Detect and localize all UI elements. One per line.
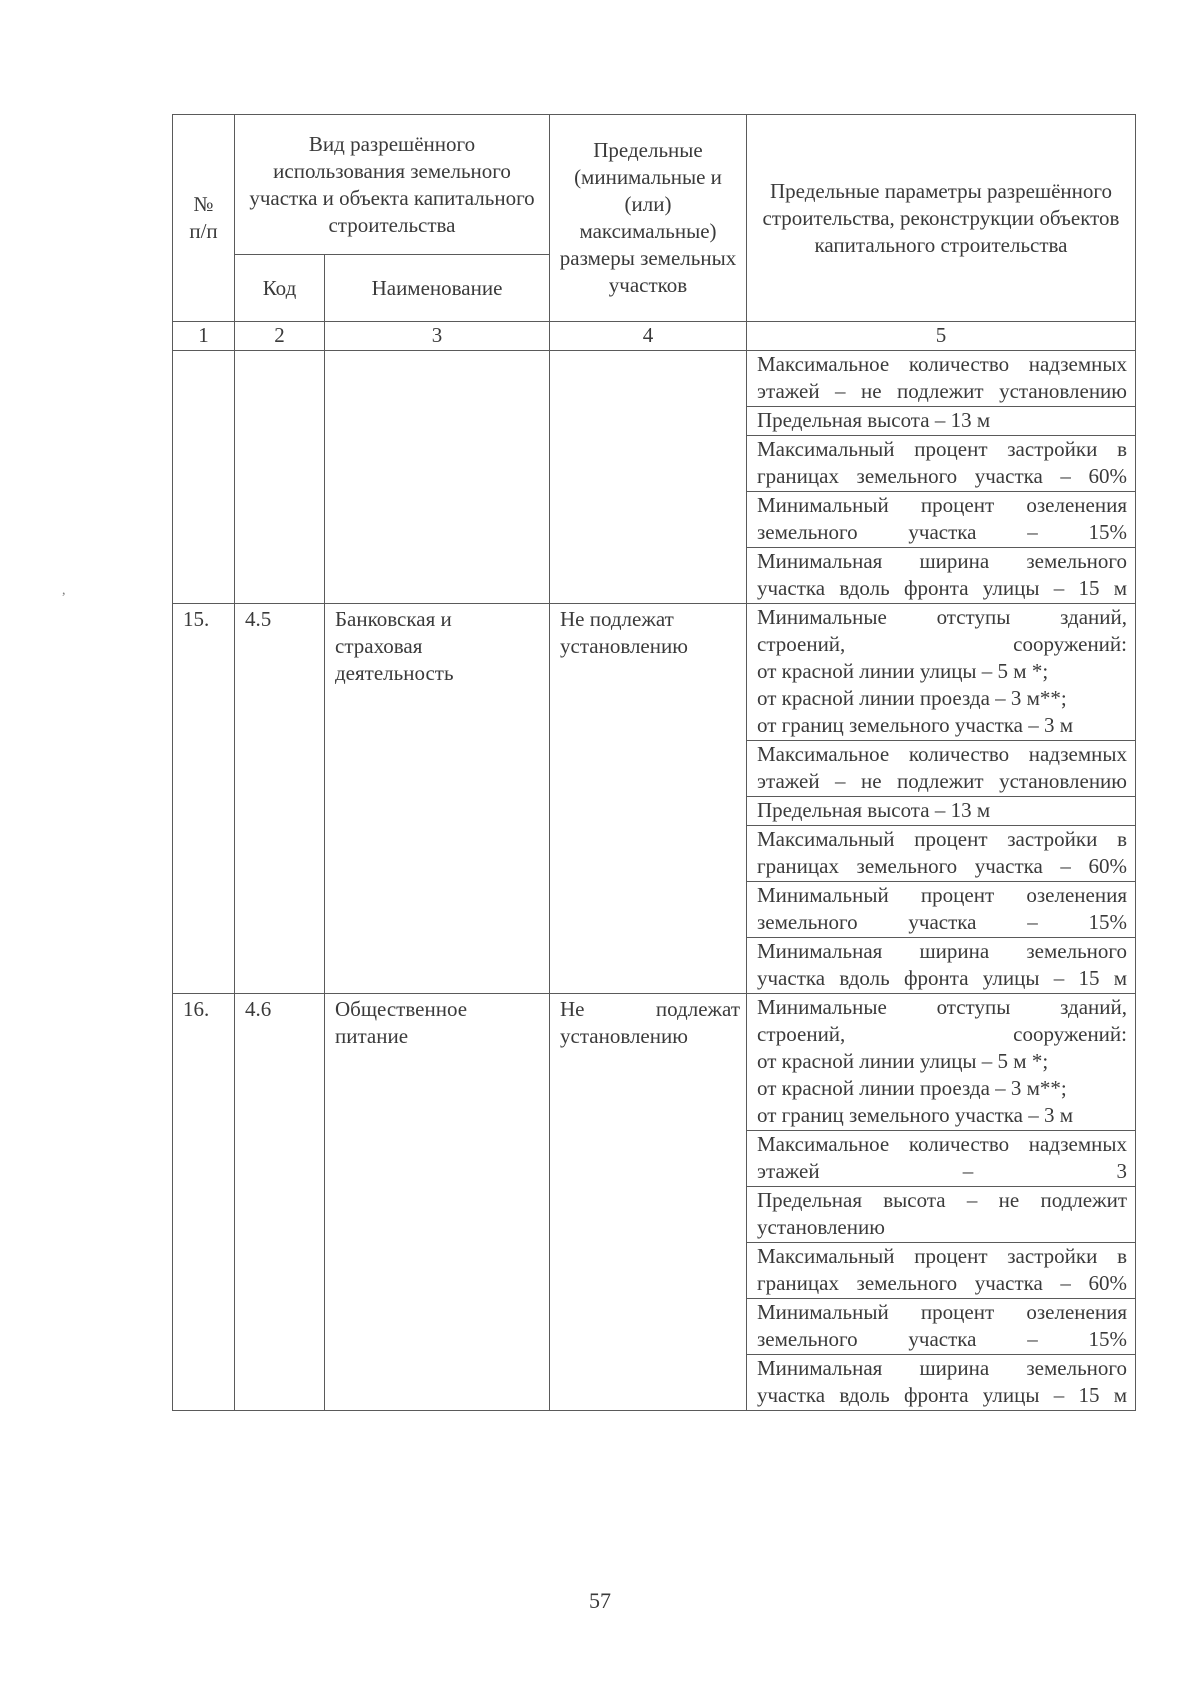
- cell-sizes: [550, 604, 747, 994]
- table-row: [173, 604, 1136, 994]
- header-permitted-use-label: Вид разрешённого использования земельного участка и объекта капитального строительства: [249, 131, 535, 237]
- land-use-regulations-table: [172, 114, 1136, 1411]
- row-number: 16.: [183, 997, 210, 1021]
- header-number: [173, 115, 235, 322]
- setbacks-title: Минимальные отступы зданий, строений, сооружений:: [757, 605, 1127, 656]
- row-code: 4.5: [245, 607, 272, 631]
- column-number-row: [173, 322, 1136, 351]
- header-plot-sizes: [550, 115, 747, 322]
- param-floors: Максимальное количество надземных этажей – не подлежит установлению: [747, 351, 1135, 407]
- param-setbacks: [747, 604, 1135, 741]
- cell-number: [173, 604, 235, 994]
- param-greenery: Минимальный процент озеленения земельного участка – 15%: [747, 492, 1135, 548]
- column-number: 5: [747, 322, 1136, 351]
- column-number: 3: [325, 322, 550, 351]
- param-floors: Максимальное количество надземных этажей – не подлежит установлению: [747, 741, 1135, 797]
- cell-params: [747, 994, 1136, 1411]
- column-number: 1: [173, 322, 235, 351]
- header-code-label: Код: [262, 275, 297, 300]
- cell-code: [235, 604, 325, 994]
- param-greenery: Минимальный процент озеленения земельного участка – 15%: [747, 1299, 1135, 1355]
- header-name-label: Наименование: [371, 275, 503, 300]
- setback-passage: от красной линии проезда – 3 м**;: [757, 1076, 1067, 1100]
- cell-number: [173, 994, 235, 1411]
- row-code: 4.6: [245, 997, 272, 1021]
- row-sizes: Не подлежат установлению: [560, 607, 688, 658]
- param-height: Предельная высота – 13 м: [747, 407, 1135, 436]
- setback-plot: от границ земельного участка – 3 м: [757, 1103, 1074, 1127]
- cell-name: [325, 351, 550, 604]
- header-permitted-use: [235, 115, 550, 255]
- param-coverage: Максимальный процент застройки в границах земельного участка – 60%: [747, 436, 1135, 492]
- cell-params: [747, 604, 1136, 994]
- setback-street: от красной линии улицы – 5 м *;: [757, 1049, 1049, 1073]
- param-height: Предельная высота – 13 м: [747, 797, 1135, 826]
- param-height: Предельная высота – не подлежит установлению: [747, 1187, 1135, 1243]
- row-sizes: Не подлежат установлению: [560, 997, 740, 1048]
- cell-number: [173, 351, 235, 604]
- param-min-width: Минимальная ширина земельного участка вдоль фронта улицы – 15 м: [757, 939, 1127, 990]
- header-code: [235, 255, 325, 322]
- param-floors: Максимальное количество надземных этажей – 3: [747, 1131, 1135, 1187]
- cell-name: [325, 994, 550, 1411]
- cell-params: [747, 351, 1136, 604]
- cell-name: [325, 604, 550, 994]
- scan-mark: ,: [62, 583, 66, 598]
- param-min-width: Минимальная ширина земельного участка вдоль фронта улицы – 15 м: [757, 549, 1127, 600]
- row-name: Банковская и страховая деятельность: [335, 607, 454, 685]
- header-construction-params-label: Предельные параметры разрешённого строительства, реконструкции объектов капитального строительства: [762, 178, 1120, 257]
- param-coverage: Максимальный процент застройки в границах земельного участка – 60%: [747, 1243, 1135, 1299]
- param-min-width: Минимальная ширина земельного участка вдоль фронта улицы – 15 м: [757, 1356, 1127, 1407]
- param-setbacks: [747, 994, 1135, 1131]
- page-number: 57: [589, 1588, 611, 1613]
- cell-code: [235, 994, 325, 1411]
- setback-plot: от границ земельного участка – 3 м: [757, 713, 1074, 737]
- cell-code: [235, 351, 325, 604]
- column-number: 2: [235, 322, 325, 351]
- setbacks-title: Минимальные отступы зданий, строений, сооружений:: [757, 995, 1127, 1046]
- row-name: Общественное питание: [335, 997, 468, 1048]
- row-number: 15.: [183, 607, 210, 631]
- header-construction-params: [747, 115, 1136, 322]
- cell-sizes: [550, 351, 747, 604]
- column-number: 4: [550, 322, 747, 351]
- setback-passage: от красной линии проезда – 3 м**;: [757, 686, 1067, 710]
- table-row: [173, 994, 1136, 1411]
- param-greenery: Минимальный процент озеленения земельного участка – 15%: [747, 882, 1135, 938]
- header-row: [173, 115, 1136, 255]
- param-coverage: Максимальный процент застройки в границах земельного участка – 60%: [747, 826, 1135, 882]
- setback-street: от красной линии улицы – 5 м *;: [757, 659, 1049, 683]
- header-number-label: № п/п: [189, 192, 218, 243]
- table-row-continuation: [173, 351, 1136, 604]
- header-plot-sizes-label: Предельные (минимальные и (или) максимальные) размеры земельных участков: [559, 138, 737, 297]
- cell-sizes: [550, 994, 747, 1411]
- header-name: [325, 255, 550, 322]
